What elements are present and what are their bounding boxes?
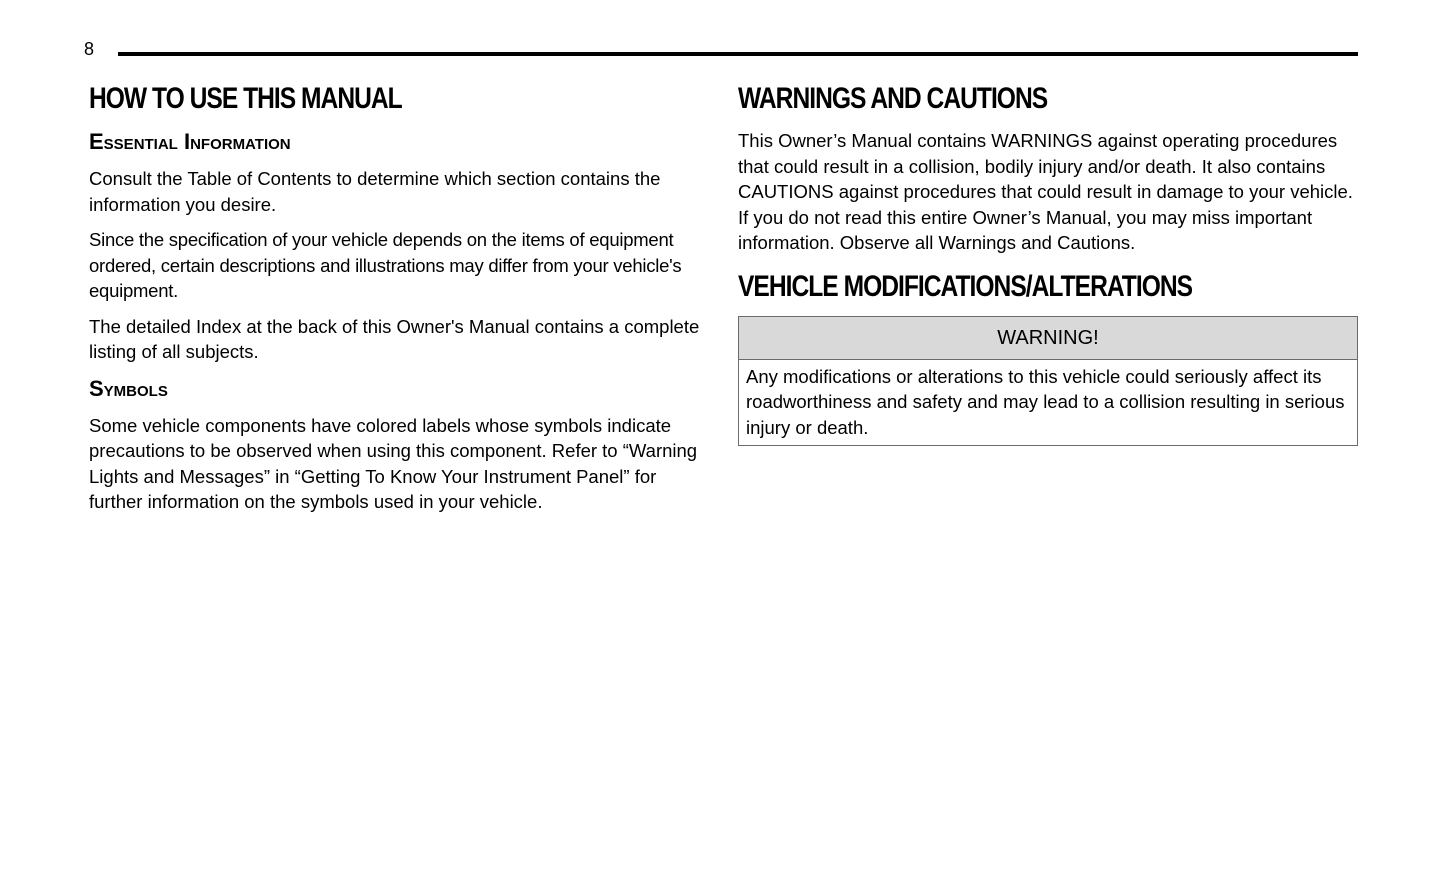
paragraph-text-c: against procedures that could result in damage to your vehicle. If you do not read this entire Owner’s Manual, you may miss important information. Observe all Warnings and Cautions.: [738, 181, 1353, 253]
paragraph-warnings-cautions: [738, 128, 1358, 256]
warning-label: WARNING!: [739, 317, 1357, 360]
warning-text: Any modifications or alterations to this vehicle could seriously affect its roadworthiness and safety and may lead to a collision resulting in serious injury or death.: [746, 365, 1345, 438]
paragraph-index: The detailed Index at the back of this Owner's Manual contains a complete listing of all subjects.: [89, 315, 700, 362]
page-number: 8: [84, 39, 95, 59]
paragraph-text-a: This Owner’s Manual contains: [738, 130, 992, 151]
section-title-vehicle-modifications: VEHICLE MODIFICATIONS/ALTERATIONS: [738, 269, 1193, 303]
paragraph-symbols: Some vehicle components have colored labels whose symbols indicate precautions to be observed when using this component. Refer to “Warning Lights and Messages” in “Getting To Know Your Instrument Panel” for further information on the symbols used in your vehicle.: [89, 414, 698, 512]
paragraph-text-b: against operating procedures that could result in a collision, bodily injury and/or death. It also contains: [738, 130, 1338, 177]
term-warnings: WARNINGS: [991, 130, 1093, 151]
term-cautions: CAUTIONS: [738, 181, 834, 202]
section-title-warnings-cautions: WARNINGS AND CAUTIONS: [738, 82, 1048, 115]
warning-box: [738, 316, 1358, 447]
subheading-symbols: Symbols: [89, 375, 168, 401]
section-title-how-to-use: HOW TO USE THIS MANUAL: [89, 82, 402, 115]
left-column: [89, 82, 709, 525]
right-column: [738, 82, 1358, 446]
subheading-essential-information: Essential Information: [89, 129, 291, 154]
paragraph-table-of-contents: Consult the Table of Contents to determine which section contains the information you desire.: [89, 168, 661, 215]
header-rule: [118, 52, 1358, 56]
paragraph-specification: Since the specification of your vehicle depends on the items of equipment ordered, certain descriptions and illustrations may differ from your vehicle's equipment.: [89, 229, 682, 301]
